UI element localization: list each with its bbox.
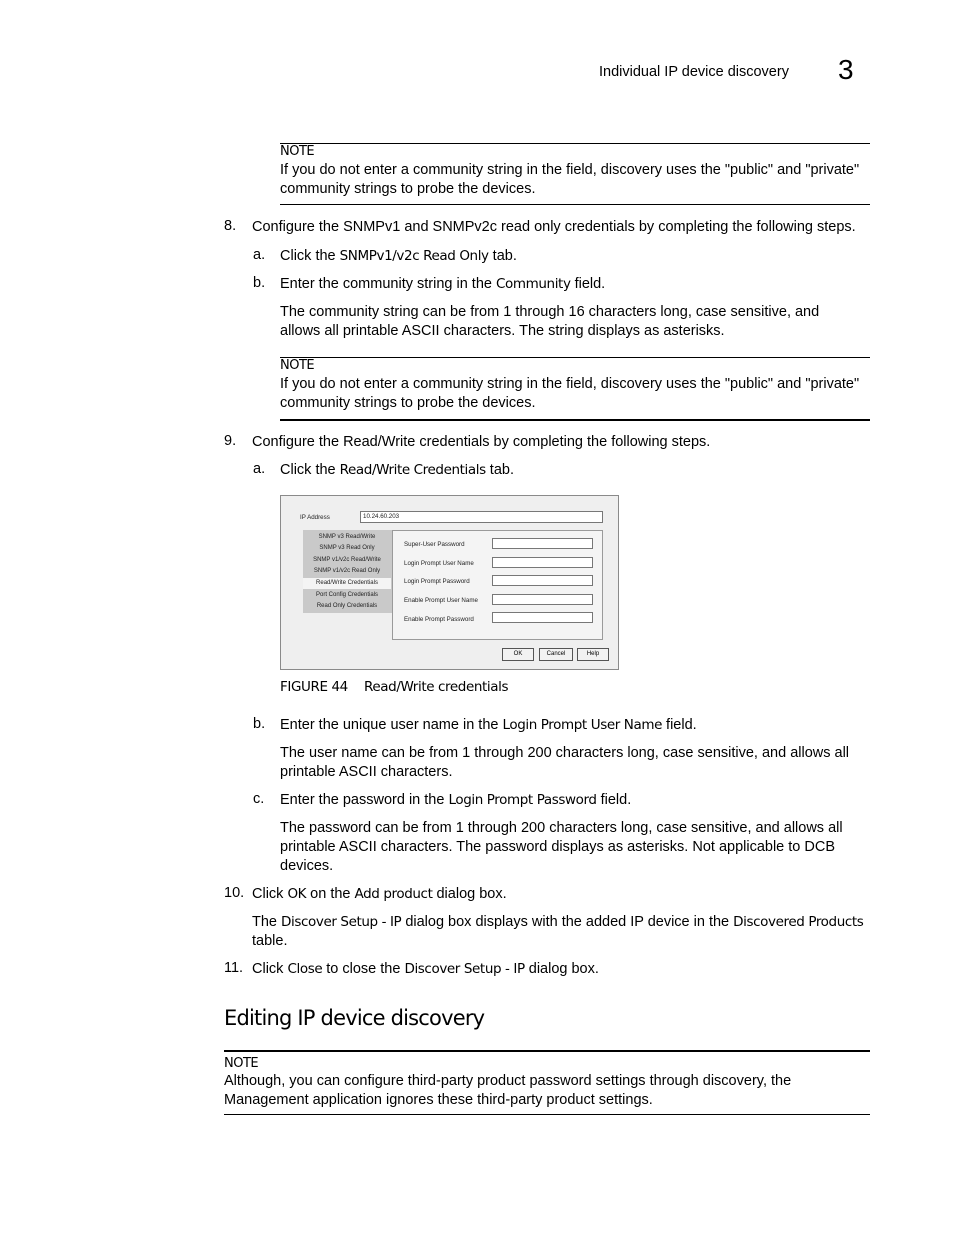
step-detail: The Discover Setup - IP dialog box displays with the added IP device in the Discovered Products table. bbox=[252, 914, 864, 949]
substep-text: Enter the unique user name in the Login Prompt User Name field. bbox=[280, 717, 697, 733]
login-prompt-password-label: Login Prompt Password bbox=[404, 578, 470, 585]
login-prompt-password-input[interactable] bbox=[492, 575, 593, 586]
note-label: NOTE bbox=[280, 358, 315, 373]
note-bottom-rule bbox=[280, 204, 870, 205]
section-heading: Editing IP device discovery bbox=[224, 1006, 485, 1030]
note-text: Although, you can configure third-party product password settings through discovery, the Management application ignores these third-party product settings. bbox=[224, 1073, 792, 1108]
figure-label: FIGURE 44 bbox=[280, 679, 348, 695]
note-label: NOTE bbox=[280, 144, 315, 159]
step-number: 9. bbox=[224, 433, 237, 449]
substep-text: Enter the community string in the Community field. bbox=[280, 276, 606, 292]
substep-text: Click the Read/Write Credentials tab. bbox=[280, 462, 514, 478]
tab-read-only-credentials[interactable]: Read Only Credentials bbox=[303, 601, 391, 612]
super-user-password-input[interactable] bbox=[492, 538, 593, 549]
enable-prompt-password-label: Enable Prompt Password bbox=[404, 616, 474, 623]
substep-letter: b. bbox=[253, 716, 266, 732]
substep-text: Click the SNMPv1/v2c Read Only tab. bbox=[280, 248, 517, 264]
ok-button[interactable]: OK bbox=[502, 648, 534, 661]
super-user-password-label: Super-User Password bbox=[404, 541, 465, 548]
tab-snmpv3-read-write[interactable]: SNMP v3 Read/Write bbox=[303, 532, 391, 543]
substep-letter: c. bbox=[253, 791, 265, 807]
note-top-rule bbox=[280, 357, 870, 358]
ip-address-input[interactable]: 10.24.60.203 bbox=[360, 511, 603, 523]
tab-snmpv1v2c-read-write[interactable]: SNMP v1/v2c Read/Write bbox=[303, 555, 391, 566]
figure-caption: Read/Write credentials bbox=[364, 679, 509, 695]
help-button[interactable]: Help bbox=[577, 648, 609, 661]
substep-letter: b. bbox=[253, 275, 266, 291]
note-text: If you do not enter a community string in the field, discovery uses the "public" and "private" community strings to probe the devices. bbox=[280, 162, 860, 197]
substep-detail: The community string can be from 1 through 16 characters long, case sensitive, and allows all printable ASCII characters. The string displays as asterisks. bbox=[280, 304, 820, 339]
login-prompt-user-name-input[interactable] bbox=[492, 557, 593, 568]
note-top-rule bbox=[224, 1050, 870, 1052]
tab-read-write-credentials[interactable]: Read/Write Credentials bbox=[303, 578, 391, 589]
substep-letter: a. bbox=[253, 461, 266, 477]
substep-detail: The user name can be from 1 through 200 characters long, case sensitive, and allows all printable ASCII characters. bbox=[280, 745, 850, 780]
tab-port-config-credentials[interactable]: Port Config Credentials bbox=[303, 590, 391, 601]
enable-prompt-user-name-label: Enable Prompt User Name bbox=[404, 597, 478, 604]
step-number: 11. bbox=[224, 960, 244, 976]
cancel-button[interactable]: Cancel bbox=[539, 648, 573, 661]
step-text: Click OK on the Add product dialog box. bbox=[252, 886, 507, 902]
note-top-rule bbox=[280, 143, 870, 144]
running-header: Individual IP device discovery bbox=[599, 64, 789, 80]
step-number: 10. bbox=[224, 885, 245, 901]
substep-text: Enter the password in the Login Prompt Password field. bbox=[280, 792, 632, 808]
note-bottom-rule bbox=[280, 419, 870, 421]
chapter-number: 3 bbox=[838, 54, 854, 85]
substep-detail: The password can be from 1 through 200 characters long, case sensitive, and allows all printable ASCII characters. The password displays as asterisks. Not applicable to DCB devices. bbox=[280, 820, 843, 874]
step-text: Click Close to close the Discover Setup - IP dialog box. bbox=[252, 961, 599, 977]
enable-prompt-user-name-input[interactable] bbox=[492, 594, 593, 605]
substep-letter: a. bbox=[253, 247, 266, 263]
note-bottom-rule bbox=[224, 1114, 870, 1115]
note-label: NOTE bbox=[224, 1056, 259, 1071]
login-prompt-user-name-label: Login Prompt User Name bbox=[404, 560, 474, 567]
note-text: If you do not enter a community string in the field, discovery uses the "public" and "private" community strings to probe the devices. bbox=[280, 376, 860, 411]
tab-snmpv1v2c-read-only[interactable]: SNMP v1/v2c Read Only bbox=[303, 566, 391, 577]
step-text: Configure the Read/Write credentials by completing the following steps. bbox=[252, 434, 711, 450]
tab-snmpv3-read-only[interactable]: SNMP v3 Read Only bbox=[303, 543, 391, 554]
step-number: 8. bbox=[224, 218, 237, 234]
ip-address-label: IP Address bbox=[300, 514, 330, 521]
enable-prompt-password-input[interactable] bbox=[492, 612, 593, 623]
step-text: Configure the SNMPv1 and SNMPv2c read only credentials by completing the following steps. bbox=[252, 219, 856, 235]
